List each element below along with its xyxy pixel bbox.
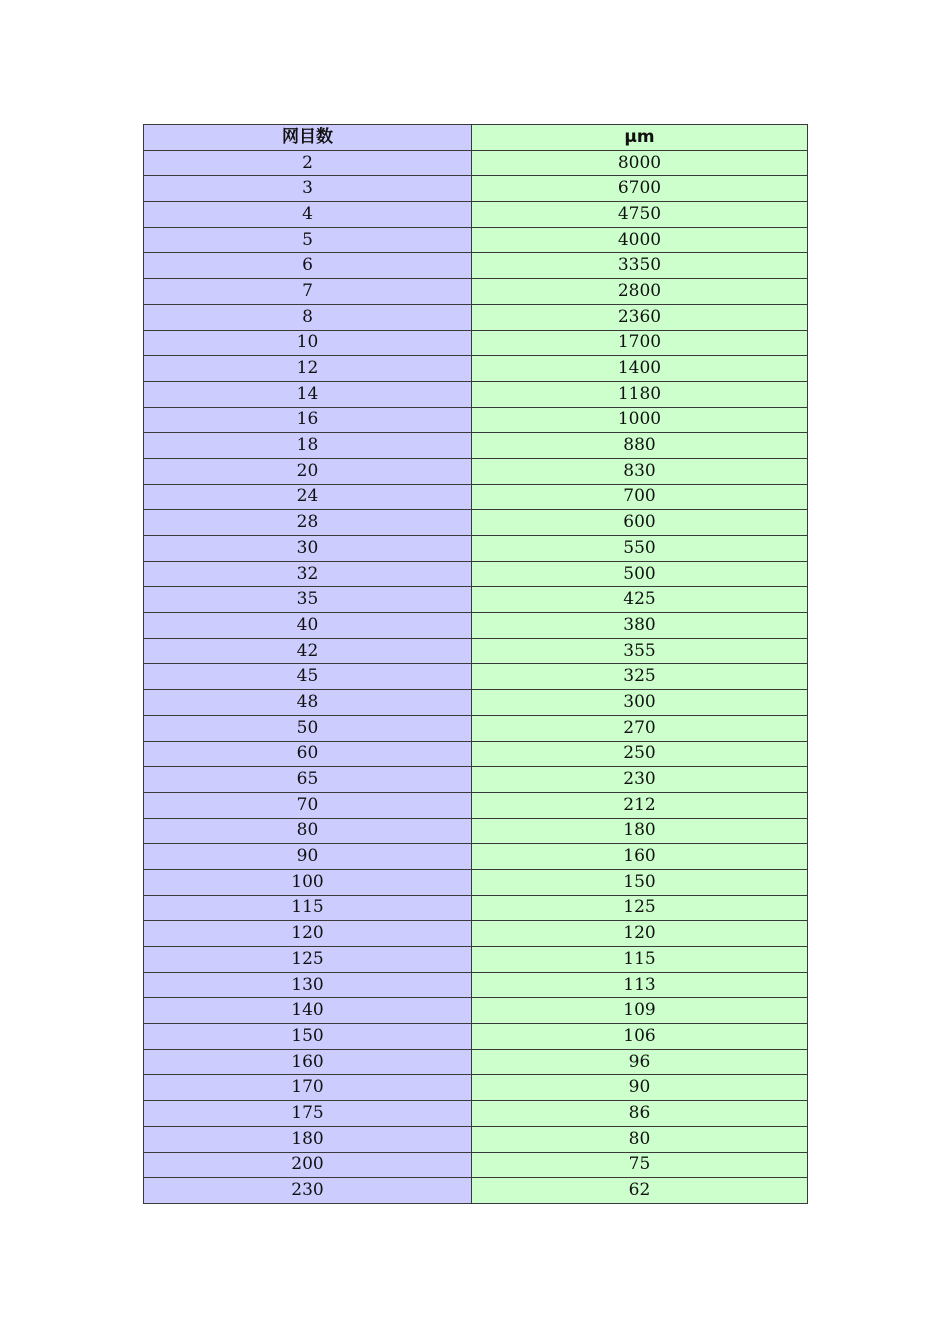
mesh-count-cell: 125 [144, 947, 472, 973]
table-row [144, 1126, 808, 1152]
mesh-count-cell: 18 [144, 433, 472, 459]
table-row [144, 253, 808, 279]
micrometer-cell: 830 [472, 458, 808, 484]
micrometer-cell: 6700 [472, 176, 808, 202]
table-row [144, 227, 808, 253]
micrometer-cell: 8000 [472, 150, 808, 176]
mesh-count-cell: 45 [144, 664, 472, 690]
mesh-count-cell: 50 [144, 715, 472, 741]
micrometer-cell: 150 [472, 869, 808, 895]
table-row [144, 947, 808, 973]
table-row [144, 921, 808, 947]
mesh-count-cell: 16 [144, 407, 472, 433]
mesh-count-cell: 12 [144, 356, 472, 382]
table-row [144, 1152, 808, 1178]
micrometer-cell: 125 [472, 895, 808, 921]
micrometer-cell: 425 [472, 587, 808, 613]
mesh-count-cell: 42 [144, 638, 472, 664]
table-row [144, 638, 808, 664]
table-row [144, 202, 808, 228]
mesh-count-cell: 100 [144, 869, 472, 895]
table-row [144, 792, 808, 818]
table-body [144, 150, 808, 1203]
mesh-count-cell: 10 [144, 330, 472, 356]
micrometer-cell: 270 [472, 715, 808, 741]
micrometer-cell: 160 [472, 844, 808, 870]
micrometer-cell: 600 [472, 510, 808, 536]
micrometer-cell: 3350 [472, 253, 808, 279]
mesh-count-cell: 150 [144, 1024, 472, 1050]
table-row [144, 1024, 808, 1050]
table-row [144, 869, 808, 895]
micrometer-cell: 2800 [472, 279, 808, 305]
table-row [144, 458, 808, 484]
table-row [144, 972, 808, 998]
mesh-count-cell: 70 [144, 792, 472, 818]
mesh-count-cell: 35 [144, 587, 472, 613]
mesh-count-cell: 65 [144, 767, 472, 793]
table-row [144, 484, 808, 510]
table-row [144, 613, 808, 639]
mesh-count-cell: 30 [144, 536, 472, 562]
table-row [144, 304, 808, 330]
mesh-count-cell: 80 [144, 818, 472, 844]
mesh-count-cell: 160 [144, 1049, 472, 1075]
mesh-count-cell: 6 [144, 253, 472, 279]
micrometer-cell: 380 [472, 613, 808, 639]
header-mesh-count: 网目数 [144, 125, 472, 151]
micrometer-cell: 230 [472, 767, 808, 793]
table-row [144, 407, 808, 433]
table-row [144, 176, 808, 202]
table-row [144, 330, 808, 356]
table-row [144, 150, 808, 176]
micrometer-cell: 500 [472, 561, 808, 587]
table-row [144, 715, 808, 741]
mesh-count-cell: 14 [144, 381, 472, 407]
table-row [144, 690, 808, 716]
micrometer-cell: 86 [472, 1101, 808, 1127]
micrometer-cell: 250 [472, 741, 808, 767]
micrometer-cell: 80 [472, 1126, 808, 1152]
micrometer-cell: 355 [472, 638, 808, 664]
mesh-count-cell: 200 [144, 1152, 472, 1178]
mesh-count-cell: 230 [144, 1178, 472, 1204]
table-row [144, 356, 808, 382]
micrometer-cell: 96 [472, 1049, 808, 1075]
table-row [144, 381, 808, 407]
mesh-count-cell: 2 [144, 150, 472, 176]
table-row [144, 279, 808, 305]
table-row [144, 510, 808, 536]
micrometer-cell: 115 [472, 947, 808, 973]
table-row [144, 844, 808, 870]
micrometer-cell: 1000 [472, 407, 808, 433]
mesh-count-cell: 130 [144, 972, 472, 998]
micrometer-cell: 4750 [472, 202, 808, 228]
micrometer-cell: 300 [472, 690, 808, 716]
table-row [144, 1049, 808, 1075]
micrometer-cell: 1400 [472, 356, 808, 382]
micrometer-cell: 325 [472, 664, 808, 690]
table-row [144, 664, 808, 690]
mesh-count-cell: 4 [144, 202, 472, 228]
mesh-count-cell: 115 [144, 895, 472, 921]
micrometer-cell: 109 [472, 998, 808, 1024]
mesh-count-cell: 175 [144, 1101, 472, 1127]
header-micrometer: μm [472, 125, 808, 151]
micrometer-cell: 700 [472, 484, 808, 510]
table-row [144, 1101, 808, 1127]
table-row [144, 818, 808, 844]
mesh-count-cell: 5 [144, 227, 472, 253]
table-row [144, 741, 808, 767]
mesh-count-cell: 3 [144, 176, 472, 202]
mesh-count-cell: 32 [144, 561, 472, 587]
table-row [144, 998, 808, 1024]
mesh-count-cell: 90 [144, 844, 472, 870]
mesh-count-cell: 20 [144, 458, 472, 484]
micrometer-cell: 2360 [472, 304, 808, 330]
mesh-count-cell: 120 [144, 921, 472, 947]
micrometer-cell: 1700 [472, 330, 808, 356]
micrometer-cell: 90 [472, 1075, 808, 1101]
mesh-count-cell: 8 [144, 304, 472, 330]
micrometer-cell: 4000 [472, 227, 808, 253]
micrometer-cell: 880 [472, 433, 808, 459]
mesh-count-cell: 48 [144, 690, 472, 716]
table-row [144, 1075, 808, 1101]
micrometer-cell: 106 [472, 1024, 808, 1050]
micrometer-cell: 75 [472, 1152, 808, 1178]
micrometer-cell: 113 [472, 972, 808, 998]
table-row [144, 536, 808, 562]
micrometer-cell: 1180 [472, 381, 808, 407]
table-row [144, 1178, 808, 1204]
mesh-count-cell: 60 [144, 741, 472, 767]
table-row [144, 433, 808, 459]
mesh-size-table [143, 124, 808, 1204]
micrometer-cell: 180 [472, 818, 808, 844]
micrometer-cell: 62 [472, 1178, 808, 1204]
table-row [144, 767, 808, 793]
table-row [144, 587, 808, 613]
mesh-count-cell: 24 [144, 484, 472, 510]
mesh-count-cell: 40 [144, 613, 472, 639]
table-header-row [144, 125, 808, 151]
mesh-count-cell: 170 [144, 1075, 472, 1101]
micrometer-cell: 550 [472, 536, 808, 562]
mesh-count-cell: 7 [144, 279, 472, 305]
mesh-count-cell: 140 [144, 998, 472, 1024]
table-row [144, 895, 808, 921]
table-row [144, 561, 808, 587]
mesh-count-cell: 28 [144, 510, 472, 536]
mesh-count-cell: 180 [144, 1126, 472, 1152]
micrometer-cell: 120 [472, 921, 808, 947]
micrometer-cell: 212 [472, 792, 808, 818]
